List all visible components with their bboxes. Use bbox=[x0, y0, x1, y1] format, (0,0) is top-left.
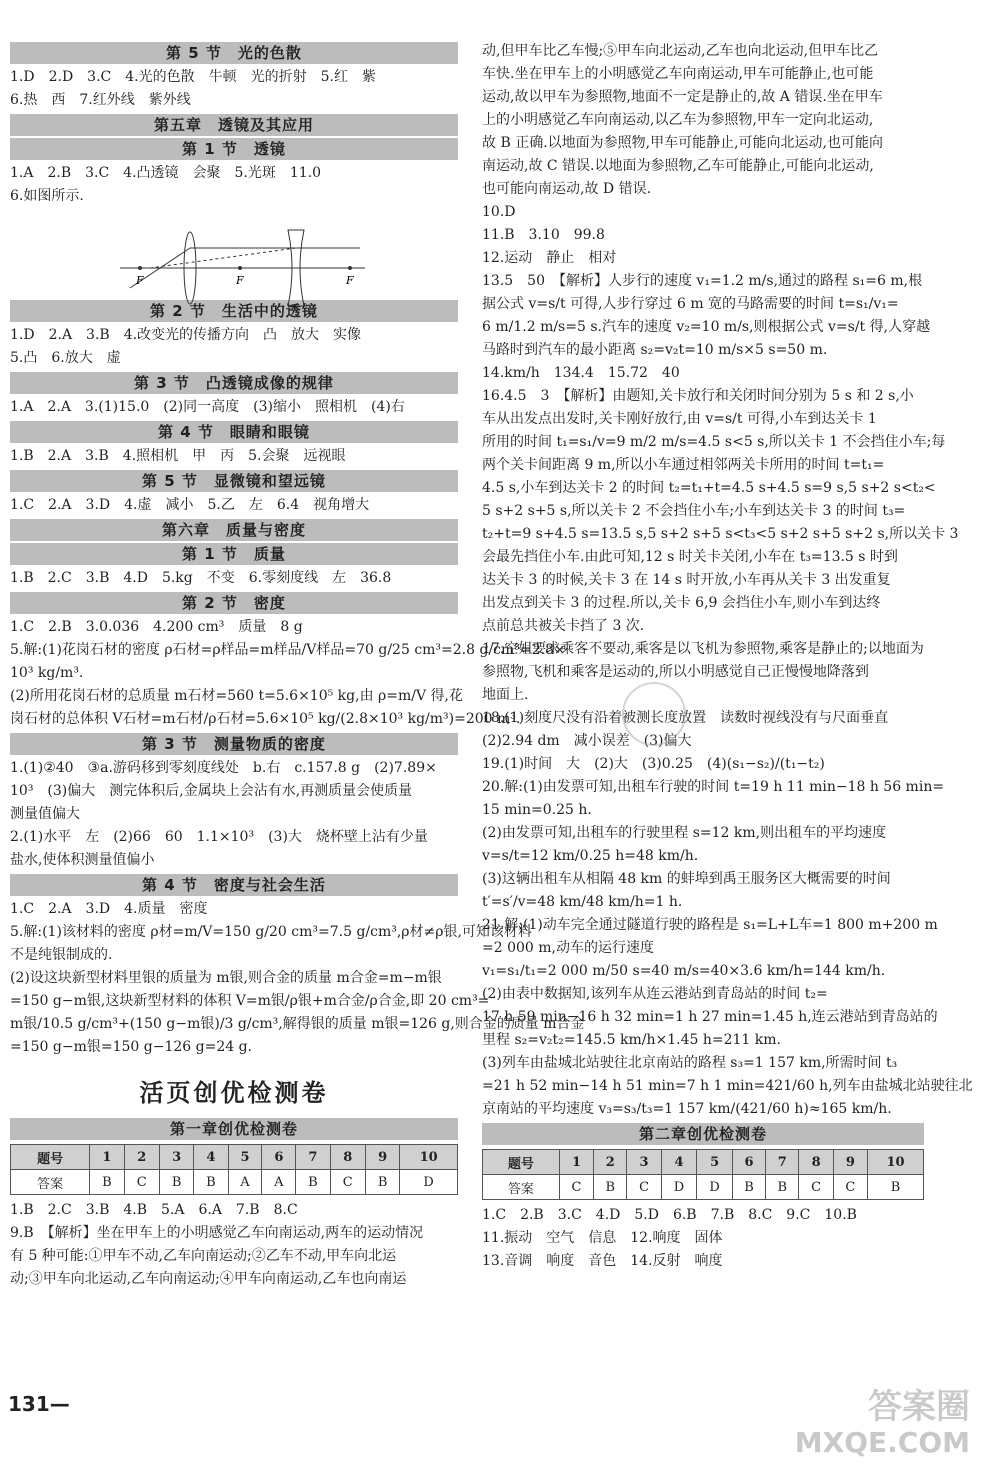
table-cell: 5 bbox=[697, 1150, 733, 1175]
answer-line: 6.如图所示. bbox=[10, 188, 84, 204]
section-heading: 第二章创优检测卷 bbox=[482, 1123, 924, 1145]
focus-label: F bbox=[136, 274, 144, 287]
answer-line: 1.C 2.A 3.D 4.虚 减小 5.乙 左 6.4 视角增大 bbox=[10, 497, 370, 513]
answer-line: 13.音调 响度 音色 14.反射 响度 bbox=[482, 1253, 723, 1269]
answer-line: 动;③甲车向北运动,乙车向南运动;④甲车向南运动,乙车也向南运 bbox=[10, 1271, 407, 1287]
answer-line: 故 B 正确.以地面为参照物,甲车可能静止,可能向北运动,也可能向 bbox=[482, 135, 883, 151]
answer-line: t₂+t=9 s+4.5 s=13.5 s,5 s+2 s+5 s<t₃<5 s+2 s+5 s+2 s,所以关卡 3 bbox=[482, 526, 959, 542]
answer-line: 5.凸 6.放大 虚 bbox=[10, 350, 121, 366]
table-cell: B bbox=[194, 1170, 228, 1195]
table-row bbox=[11, 1145, 458, 1170]
table-cell: 5 bbox=[228, 1145, 262, 1170]
table-cell: 4 bbox=[661, 1150, 697, 1175]
answer-line: 10³ kg/m³. bbox=[10, 665, 84, 681]
table-cell: 7 bbox=[766, 1150, 799, 1175]
focus-label: F bbox=[346, 274, 354, 287]
answer-line: 盐水,使体积测量值偏小 bbox=[10, 852, 155, 868]
table-cell: B bbox=[365, 1170, 399, 1195]
answer-line: (2)由发票可知,出租车的行驶里程 s=12 km,则出租车的平均速度 bbox=[482, 825, 887, 841]
answer-line: 5 s+2 s+5 s,所以关卡 2 不会挡住小车;小车到达关卡 3 的时间 t₃= bbox=[482, 503, 906, 519]
table-cell: 8 bbox=[330, 1145, 365, 1170]
answer-line: (2)2.94 dm 减小误差 (3)偏大 bbox=[482, 733, 692, 749]
table-row bbox=[11, 1170, 458, 1195]
answer-line: 18.(1)刻度尺没有沿着被测长度放置 读数时视线没有与尺面垂直 bbox=[482, 710, 889, 726]
answer-line: 1.A 2.A 3.(1)15.0 (2)同一高度 (3)缩小 照相机 (4)右 bbox=[10, 399, 405, 415]
table-cell: 4 bbox=[194, 1145, 228, 1170]
right-column bbox=[482, 40, 973, 1273]
table-cell: D bbox=[697, 1175, 733, 1200]
answer-line: 1.B 2.C 3.B 4.B 5.A 6.A 7.B 8.C bbox=[10, 1202, 298, 1218]
section-heading: 第六章 质量与密度 bbox=[10, 519, 458, 541]
section-heading: 第 2 节 生活中的透镜 bbox=[10, 300, 458, 322]
answer-line: (2)由表中数据知,该列车从连云港站到青岛站的时间 t₂= bbox=[482, 986, 828, 1002]
focus-point bbox=[238, 266, 242, 270]
table-cell: B bbox=[159, 1170, 193, 1195]
table-cell: D bbox=[661, 1175, 697, 1200]
table-cell: 答案 bbox=[11, 1170, 90, 1195]
answer-line: 点前总共被关卡挡了 3 次. bbox=[482, 618, 645, 634]
answer-line: 上的小明感觉乙车向南运动,以乙车为参照物,甲车一定向北运动, bbox=[482, 112, 874, 128]
answer-line: 1.C 2.B 3.0.036 4.200 cm³ 质量 8 g bbox=[10, 619, 303, 635]
answer-line: 16.4.5 3 【解析】由题知,关卡放行和关闭时间分别为 5 s 和 2 s,小 bbox=[482, 388, 914, 404]
watermark: 答案圈 MXQE.COM bbox=[794, 1387, 970, 1459]
answer-line: =150 g−m银,这块新型材料的体积 V=m银/ρ银+m合金/ρ合金,即 20 cm³= bbox=[10, 993, 490, 1009]
answer-line: 会最先挡住小车.由此可知,12 s 时关卡关闭,小车在 t₃=13.5 s 时到 bbox=[482, 549, 898, 565]
answer-line: 1.C 2.B 3.C 4.D 5.D 6.B 7.B 8.C 9.C 10.B bbox=[482, 1207, 857, 1223]
answer-line: 达关卡 3 的时候,关卡 3 在 14 s 时开放,小车再从关卡 3 出发重复 bbox=[482, 572, 891, 588]
answer-line: 有 5 种可能:①甲车不动,乙车向南运动;②乙车不动,甲车向北运 bbox=[10, 1248, 397, 1264]
answer-line: 车快.坐在甲车上的小明感觉乙车向南运动,甲车可能静止,也可能 bbox=[482, 66, 874, 82]
answer-line: 1.B 2.C 3.B 4.D 5.kg 不变 6.零刻度线 左 36.8 bbox=[10, 570, 392, 586]
table-cell: 10 bbox=[868, 1150, 924, 1175]
section-heading: 第 1 节 透镜 bbox=[10, 138, 458, 160]
answer-line: 17.空姐要求乘客不要动,乘客是以飞机为参照物,乘客是静止的;以地面为 bbox=[482, 641, 924, 657]
answer-line: 京南站的平均速度 v₃=s₃/t₃=1 157 km/(421/60 h)≈165 km/h. bbox=[482, 1101, 892, 1117]
answer-line: 运动,故以甲车为参照物,地面不一定是静止的,故 A 错误.坐在甲车 bbox=[482, 89, 883, 105]
answer-line: =21 h 52 min−14 h 51 min=7 h 1 min=421/60 h,列车由盐城北站驶往北 bbox=[482, 1078, 973, 1094]
answer-line: 岗石材的总体积 V石材=m石材/ρ石材=5.6×10⁵ kg/(2.8×10³ kg/m³)=200 m³. bbox=[10, 711, 521, 727]
answer-line: 1.D 2.D 3.C 4.光的色散 牛顿 光的折射 5.红 紫 bbox=[10, 69, 376, 85]
answer-line: v=s/t=12 km/0.25 h=48 km/h. bbox=[482, 848, 699, 864]
table-cell: 1 bbox=[559, 1150, 593, 1175]
answer-line: 两个关卡间距离 9 m,所以小车通过相邻两关卡所用的时间 t=t₁= bbox=[482, 457, 885, 473]
answer-line: 11.B 3.10 99.8 bbox=[482, 227, 605, 243]
section-heading: 第 5 节 显微镜和望远镜 bbox=[10, 470, 458, 492]
answer-table bbox=[482, 1149, 924, 1200]
table-cell: B bbox=[90, 1170, 124, 1195]
table-cell: 题号 bbox=[11, 1145, 90, 1170]
table-cell: 3 bbox=[627, 1150, 661, 1175]
answer-line: 9.B 【解析】坐在甲车上的小明感觉乙车向南运动,两车的运动情况 bbox=[10, 1225, 424, 1241]
answer-line: 5.解:(1)花岗石材的密度 ρ石材=ρ样品=m样品/V样品=70 g/25 cm³=2.8 g/cm³=2.8× bbox=[10, 642, 566, 658]
lens-ray-diagram bbox=[110, 208, 370, 298]
table-cell: 9 bbox=[833, 1150, 867, 1175]
answer-line: (2)所用花岗石材的总质量 m石材=560 t=5.6×10⁵ kg,由 ρ=m/V 得,花 bbox=[10, 688, 463, 704]
answer-line: 出发点到关卡 3 的过程.所以,关卡 6,9 会挡住小车,则小车到达终 bbox=[482, 595, 881, 611]
table-row bbox=[483, 1150, 924, 1175]
table-cell: B bbox=[594, 1175, 627, 1200]
section-heading: 第五章 透镜及其应用 bbox=[10, 114, 458, 136]
answer-line: (3)列车由盐城北站驶往北京南站的路程 s₃=1 157 km,所需时间 t₃ bbox=[482, 1055, 898, 1071]
answer-line: 车从出发点出发时,关卡刚好放行,由 v=s/t 可得,小车到达关卡 1 bbox=[482, 411, 877, 427]
table-cell: 1 bbox=[90, 1145, 124, 1170]
table-cell: 9 bbox=[365, 1145, 399, 1170]
table-cell: C bbox=[627, 1175, 661, 1200]
answer-line: 12.运动 静止 相对 bbox=[482, 250, 617, 266]
extension-ray bbox=[150, 248, 296, 268]
table-cell: B bbox=[766, 1175, 799, 1200]
answer-line: 也可能向南运动,故 D 错误. bbox=[482, 181, 652, 197]
answer-line: 1.C 2.A 3.D 4.质量 密度 bbox=[10, 901, 208, 917]
table-cell: C bbox=[559, 1175, 593, 1200]
table-cell: C bbox=[124, 1170, 159, 1195]
answer-line: 据公式 v=s/t 可得,人步行穿过 6 m 宽的马路需要的时间 t=s₁/v₁= bbox=[482, 296, 899, 312]
answer-line: 所用的时间 t₁=s₁/v=9 m/2 m/s=4.5 s<5 s,所以关卡 1 不会挡住小车;每 bbox=[482, 434, 946, 450]
table-cell: A bbox=[228, 1170, 262, 1195]
answer-line: v₁=s₁/t₁=2 000 m/50 s=40 m/s=40×3.6 km/h=144 km/h. bbox=[482, 963, 886, 979]
table-cell: 题号 bbox=[483, 1150, 560, 1175]
table-cell: B bbox=[868, 1175, 924, 1200]
answer-line: t′=s′/v=48 km/48 km/h=1 h. bbox=[482, 894, 683, 910]
answer-line: 20.解:(1)由发票可知,出租车行驶的时间 t=19 h 11 min−18 h 56 min= bbox=[482, 779, 945, 795]
answer-line: 1.D 2.A 3.B 4.改变光的传播方向 凸 放大 实像 bbox=[10, 327, 362, 343]
answer-line: (2)设这块新型材料里银的质量为 m银,则合金的质量 m合金=m−m银 bbox=[10, 970, 442, 986]
answer-line: 参照物,飞机和乘客是运动的,所以小明感觉自己正慢慢地降落到 bbox=[482, 664, 869, 680]
page-number: 131— bbox=[8, 1392, 70, 1416]
answer-line: 1.B 2.A 3.B 4.照相机 甲 丙 5.会聚 远视眼 bbox=[10, 448, 346, 464]
table-cell: 2 bbox=[124, 1145, 159, 1170]
answer-line: 17 h 59 min−16 h 32 min=1 h 27 min=1.45 h,连云港站到青岛站的 bbox=[482, 1009, 938, 1025]
answer-line: =2 000 m,动车的运行速度 bbox=[482, 940, 654, 956]
focus-label: F bbox=[236, 274, 244, 287]
table-cell: B bbox=[296, 1170, 330, 1195]
section-heading: 第 3 节 凸透镜成像的规律 bbox=[10, 372, 458, 394]
answer-line: 2.(1)水平 左 (2)66 60 1.1×10³ (3)大 烧杯壁上沾有少量 bbox=[10, 829, 428, 845]
answer-line: =150 g−m银=150 g−126 g=24 g. bbox=[10, 1039, 253, 1055]
stamp-mark bbox=[622, 682, 686, 746]
section-heading: 第 2 节 密度 bbox=[10, 592, 458, 614]
table-cell: 答案 bbox=[483, 1175, 560, 1200]
table-cell: A bbox=[262, 1170, 296, 1195]
answer-line: 10³ (3)偏大 测完体积后,金属块上会沾有水,再测质量会使质量 bbox=[10, 783, 413, 799]
section-heading: 第 4 节 眼睛和眼镜 bbox=[10, 421, 458, 443]
table-cell: 7 bbox=[296, 1145, 330, 1170]
answer-line: 不是纯银制成的. bbox=[10, 947, 113, 963]
table-cell: D bbox=[400, 1170, 458, 1195]
answer-line: 1.A 2.B 3.C 4.凸透镜 会聚 5.光斑 11.0 bbox=[10, 165, 322, 181]
answer-line: 13.5 50 【解析】人步行的速度 v₁=1.2 m/s,通过的路程 s₁=6 m,根 bbox=[482, 273, 923, 289]
answer-line: 里程 s₂=v₂t₂=145.5 km/h×1.45 h=211 km. bbox=[482, 1032, 781, 1048]
table-cell: C bbox=[799, 1175, 833, 1200]
table-cell: C bbox=[833, 1175, 867, 1200]
answer-line: 动,但甲车比乙车慢;⑤甲车向北运动,乙车也向北运动,但甲车比乙 bbox=[482, 43, 879, 59]
answer-line: 6 m/1.2 m/s=5 s.汽车的速度 v₂=10 m/s,则根据公式 v=s/t 得,人穿越 bbox=[482, 319, 931, 335]
answer-line: 地面上. bbox=[482, 687, 529, 703]
answer-table bbox=[10, 1144, 458, 1195]
part-title: 活页创优检测卷 bbox=[139, 1079, 329, 1107]
focus-point bbox=[138, 266, 142, 270]
answer-line: 14.km/h 134.4 15.72 40 bbox=[482, 365, 680, 381]
table-cell: 2 bbox=[594, 1150, 627, 1175]
table-cell: B bbox=[732, 1175, 765, 1200]
section-heading: 第一章创优检测卷 bbox=[10, 1118, 458, 1140]
answer-line: 1.(1)②40 ③a.游码移到零刻度线处 b.右 c.157.8 g (2)7.89× bbox=[10, 760, 437, 776]
section-heading: 第 4 节 密度与社会生活 bbox=[10, 874, 458, 896]
answer-line: 21.解:(1)动车完全通过隧道行驶的路程是 s₁=L+L车=1 800 m+200 m bbox=[482, 917, 938, 933]
table-row bbox=[483, 1175, 924, 1200]
answer-line: (3)这辆出租车从相隔 48 km 的蚌埠到禹王服务区大概需要的时间 bbox=[482, 871, 891, 887]
answer-line: 15 min=0.25 h. bbox=[482, 802, 592, 818]
focus-point bbox=[348, 266, 352, 270]
answer-line: 4.5 s,小车到达关卡 2 的时间 t₂=t₁+t=4.5 s+4.5 s=9 s,5 s+2 s<t₂< bbox=[482, 480, 936, 496]
table-cell: 3 bbox=[159, 1145, 193, 1170]
answer-line: 11.振动 空气 信息 12.响度 固体 bbox=[482, 1230, 723, 1246]
section-heading: 第 1 节 质量 bbox=[10, 543, 458, 565]
table-cell: 6 bbox=[262, 1145, 296, 1170]
table-cell: 10 bbox=[400, 1145, 458, 1170]
answer-line: 测量值偏大 bbox=[10, 806, 80, 822]
answer-line: 10.D bbox=[482, 204, 516, 220]
answer-line: 5.解:(1)该材料的密度 ρ材=m/V=150 g/20 cm³=7.5 g/cm³,ρ材≠ρ银,可知该材料 bbox=[10, 924, 532, 940]
answer-line: 6.热 西 7.红外线 紫外线 bbox=[10, 92, 191, 108]
table-cell: C bbox=[330, 1170, 365, 1195]
table-cell: 6 bbox=[732, 1150, 765, 1175]
section-heading: 第 5 节 光的色散 bbox=[10, 42, 458, 64]
section-heading: 第 3 节 测量物质的密度 bbox=[10, 733, 458, 755]
answer-line: 马路时到汽车的最小距离 s₂=v₂t=10 m/s×5 s=50 m. bbox=[482, 342, 828, 358]
answer-line: 南运动,故 C 错误.以地面为参照物,乙车可能静止,可能向北运动, bbox=[482, 158, 874, 174]
answer-line: m银/10.5 g/cm³+(150 g−m银)/3 g/cm³,解得银的质量 m银=126 g,则合金的质量 m合金 bbox=[10, 1016, 585, 1032]
table-cell: 8 bbox=[799, 1150, 833, 1175]
answer-line: 19.(1)时间 大 (2)大 (3)0.25 (4)(s₁−s₂)/(t₁−t₂) bbox=[482, 756, 825, 772]
